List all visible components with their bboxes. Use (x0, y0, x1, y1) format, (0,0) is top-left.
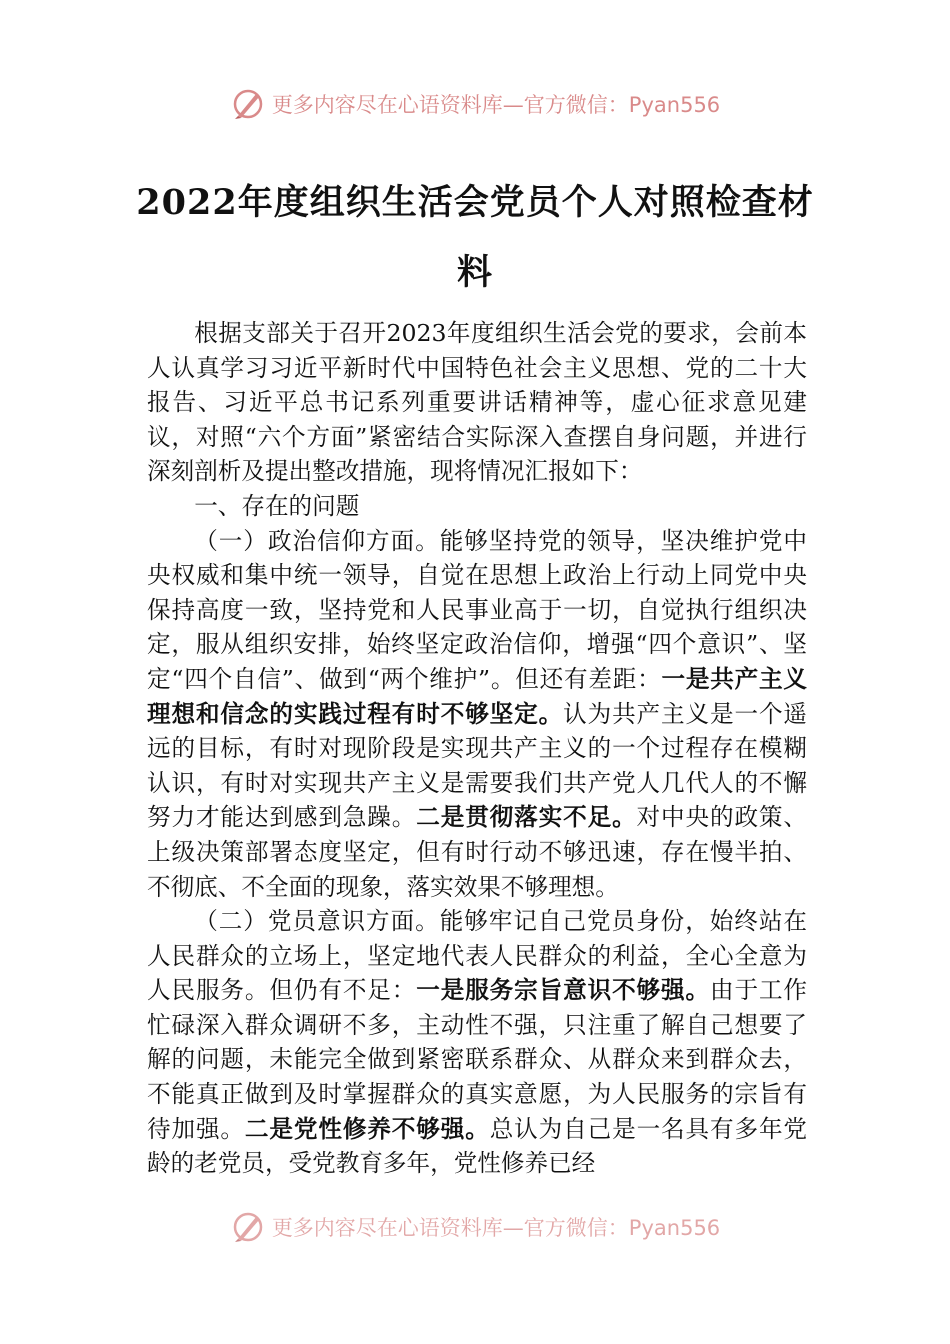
bold-point: 二是贯彻落实不足。 (416, 803, 637, 832)
intro-paragraph: 根据支部关于召开2023年度组织生活会党的要求，会前本人认真学习习近平新时代中国特色社会主义思想、党的二十大报告、习近平总书记系列重要讲话精神等，虚心征求意见建议，对照“六个方面”紧密结合实际深入查摆自身问题，并进行深刻剖析及提出整改措施，现将情况汇报如下： (147, 319, 807, 486)
paragraph-lead: （一）政治信仰方面。 (194, 526, 440, 555)
bold-point: 二是党性修养不够强。 (244, 1114, 490, 1143)
document-title: 2022年度组织生活会党员个人对照检查材料 (136, 182, 814, 293)
header-watermark (0, 84, 950, 124)
document-body (147, 316, 807, 1181)
footer-watermark (0, 1207, 950, 1247)
watermark-text: 更多内容尽在心语资料库—官方微信：Pyan556 (271, 1216, 721, 1240)
paragraph-text: 能够坚持党的领导，坚决维护党中央权威和集中统一领导，自觉在思想上政治上行动上同党中央保持高度一致，坚持党和人民事业高于一切，自觉执行组织决定，服从组织安排，始终坚定政治信仰，增强“四个意识”、坚定“四个自信”、做到“两个维护”。但还有差距： (147, 526, 808, 693)
paragraph-text: 对中央的政策、上级决策部署态度坚定，但有时行动不够迅速，存在慢半拍、不彻底、不全面的现象，落实效果不够理想。 (147, 803, 808, 901)
paragraph-text: 总认为自己是一名具有多年党龄的老党员，受党教育多年，党性修养已经 (147, 1114, 808, 1178)
paragraph-text: 由于工作忙碌深入群众调研不多，主动性不强，只注重了解自己想要了解的问题，未能完全做到紧密联系群众、从群众来到群众去，不能真正做到及时掌握群众的真实意愿，为人民服务的宗旨有待加强。 (147, 976, 808, 1143)
paragraph-text: 能够牢记自己党员身份，始终站在人民群众的立场上，坚定地代表人民群众的利益，全心全意为人民服务。但仍有不足： (147, 907, 808, 1005)
watermark-text: 更多内容尽在心语资料库—官方微信：Pyan556 (271, 93, 721, 117)
pen-logo-icon (230, 1209, 266, 1245)
paragraph-party-awareness (147, 904, 807, 1181)
section-heading: 一、存在的问题 (194, 491, 360, 520)
bold-point: 一是服务宗旨意识不够强。 (416, 976, 710, 1005)
paragraph-lead: （二）党员意识方面。 (194, 907, 440, 936)
paragraph-text: 认为共产主义是一个遥远的目标，有时对现阶段是实现共产主义的一个过程存在模糊认识，有时对实现共产主义是需要我们共产党人几代人的不懈努力才能达到感到急躁。 (147, 699, 808, 832)
bold-point: 一是共产主义理想和信念的实践过程有时不够坚定。 (147, 664, 808, 728)
paragraph-political-belief (147, 524, 807, 905)
pen-logo-icon (230, 86, 266, 122)
